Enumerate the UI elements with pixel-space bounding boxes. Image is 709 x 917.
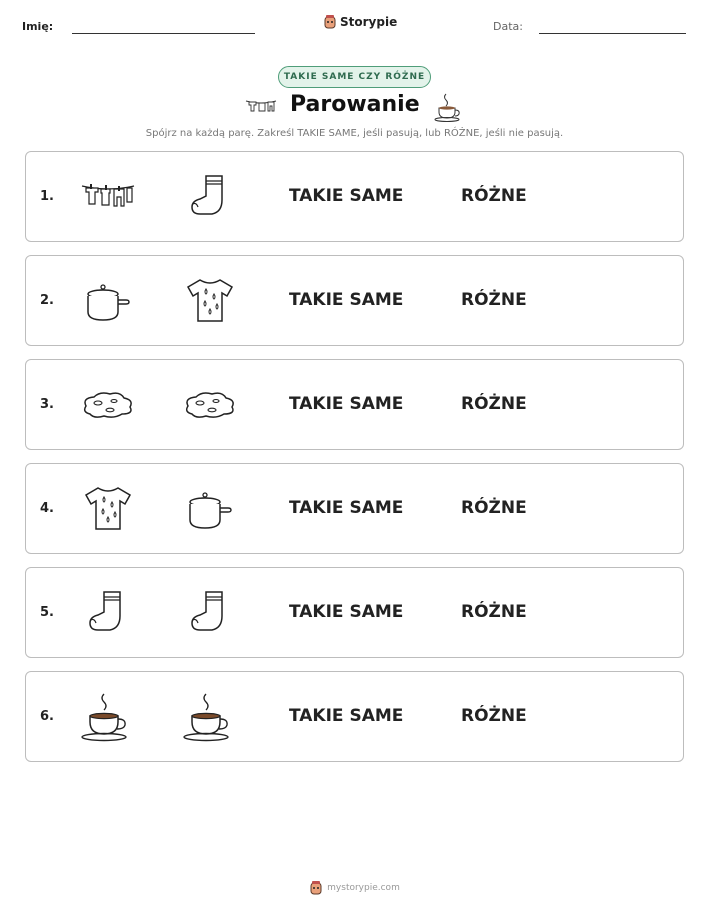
row-number: 1. (40, 189, 54, 204)
logo-text: Storypie (340, 15, 398, 29)
storypie-mascot-icon (323, 14, 337, 30)
pair-row-6 (25, 671, 684, 762)
logo (323, 14, 397, 30)
steaming-cup-icon (434, 92, 462, 122)
pair-row-4 (25, 463, 684, 554)
steaming-cup-icon (80, 692, 136, 742)
pair-row-5 (25, 567, 684, 658)
date-label: Data: (493, 20, 523, 33)
pair-row-1 (25, 151, 684, 242)
wet-shirt-icon (80, 484, 136, 534)
category-badge: TAKIE SAME CZY RÓŻNE (278, 66, 431, 88)
option-different[interactable]: RÓŻNE (461, 602, 527, 622)
pot-icon (182, 484, 238, 534)
sock-icon (80, 588, 136, 638)
option-same[interactable]: TAKIE SAME (289, 186, 404, 206)
wet-shirt-icon (182, 276, 238, 326)
pair-row-2 (25, 255, 684, 346)
option-different[interactable]: RÓŻNE (461, 290, 527, 310)
option-different[interactable]: RÓŻNE (461, 498, 527, 518)
steaming-cup-icon (182, 692, 238, 742)
page-title: Parowanie (290, 92, 420, 117)
pair-row-3 (25, 359, 684, 450)
puddle-icon (182, 380, 238, 430)
puddle-icon (80, 380, 136, 430)
option-same[interactable]: TAKIE SAME (289, 394, 404, 414)
row-number: 5. (40, 605, 54, 620)
row-number: 6. (40, 709, 54, 724)
footer (0, 880, 709, 896)
footer-url[interactable]: mystorypie.com (327, 883, 400, 893)
row-number: 4. (40, 501, 54, 516)
sock-icon (182, 588, 238, 638)
row-number: 3. (40, 397, 54, 412)
title-row (0, 92, 709, 122)
instructions: Spójrz na każdą parę. Zakreśl TAKIE SAME, jeśli pasują, lub RÓŻNE, jeśli nie pasują. (145, 128, 564, 139)
name-label: Imię: (22, 20, 54, 33)
option-different[interactable]: RÓŻNE (461, 706, 527, 726)
sock-icon (182, 172, 238, 222)
storypie-mascot-icon (309, 880, 323, 896)
row-number: 2. (40, 293, 54, 308)
option-same[interactable]: TAKIE SAME (289, 290, 404, 310)
header (0, 14, 709, 44)
option-same[interactable]: TAKIE SAME (289, 498, 404, 518)
option-same[interactable]: TAKIE SAME (289, 706, 404, 726)
pot-icon (80, 276, 136, 326)
clothesline-icon (80, 172, 136, 222)
option-same[interactable]: TAKIE SAME (289, 602, 404, 622)
option-different[interactable]: RÓŻNE (461, 186, 527, 206)
clothesline-icon (245, 98, 277, 114)
option-different[interactable]: RÓŻNE (461, 394, 527, 414)
date-field-line[interactable] (539, 33, 686, 34)
name-field-line[interactable] (72, 33, 255, 34)
